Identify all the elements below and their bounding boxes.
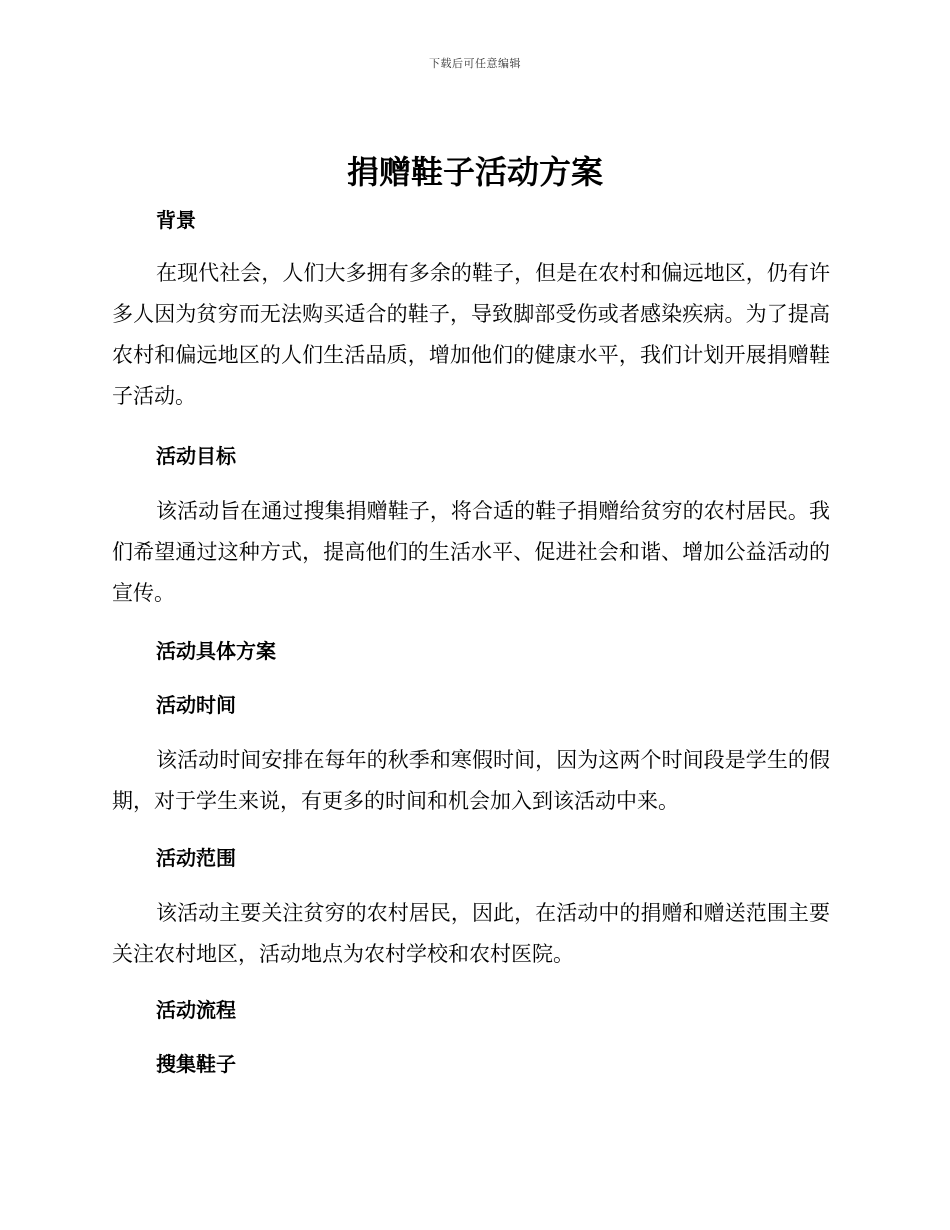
heading-process: 活动流程 xyxy=(156,998,236,1022)
heading-background: 背景 xyxy=(156,208,196,232)
paragraph-time: 该活动时间安排在每年的秋季和寒假时间，因为这两个时间段是学生的假期，对于学生来说，有更多的时间和机会加入到该活动中来。 xyxy=(112,748,830,813)
heading-collect: 搜集鞋子 xyxy=(156,1052,236,1076)
heading-scope: 活动范围 xyxy=(156,846,236,870)
paragraph-scope: 该活动主要关注贫穷的农村居民，因此，在活动中的捐赠和赠送范围主要关注农村地区，活动地点为农村学校和农村医院。 xyxy=(112,901,830,966)
paragraph-goal: 该活动旨在通过搜集捐赠鞋子，将合适的鞋子捐赠给贫穷的农村居民。我们希望通过这种方式，提高他们的生活水平、促进社会和谐、增加公益活动的宣传。 xyxy=(112,499,830,605)
paragraph-background: 在现代社会，人们大多拥有多余的鞋子，但是在农村和偏远地区，仍有许多人因为贫穷而无法购买适合的鞋子，导致脚部受伤或者感染疾病。为了提高农村和偏远地区的人们生活品质，增加他们的健康水平，我们计划开展捐赠鞋子活动。 xyxy=(112,261,830,408)
heading-plan: 活动具体方案 xyxy=(156,639,276,663)
heading-time: 活动时间 xyxy=(156,693,236,717)
header-note: 下载后可任意编辑 xyxy=(429,57,521,70)
document-title: 捐赠鞋子活动方案 xyxy=(346,153,603,191)
heading-goal: 活动目标 xyxy=(156,444,236,468)
